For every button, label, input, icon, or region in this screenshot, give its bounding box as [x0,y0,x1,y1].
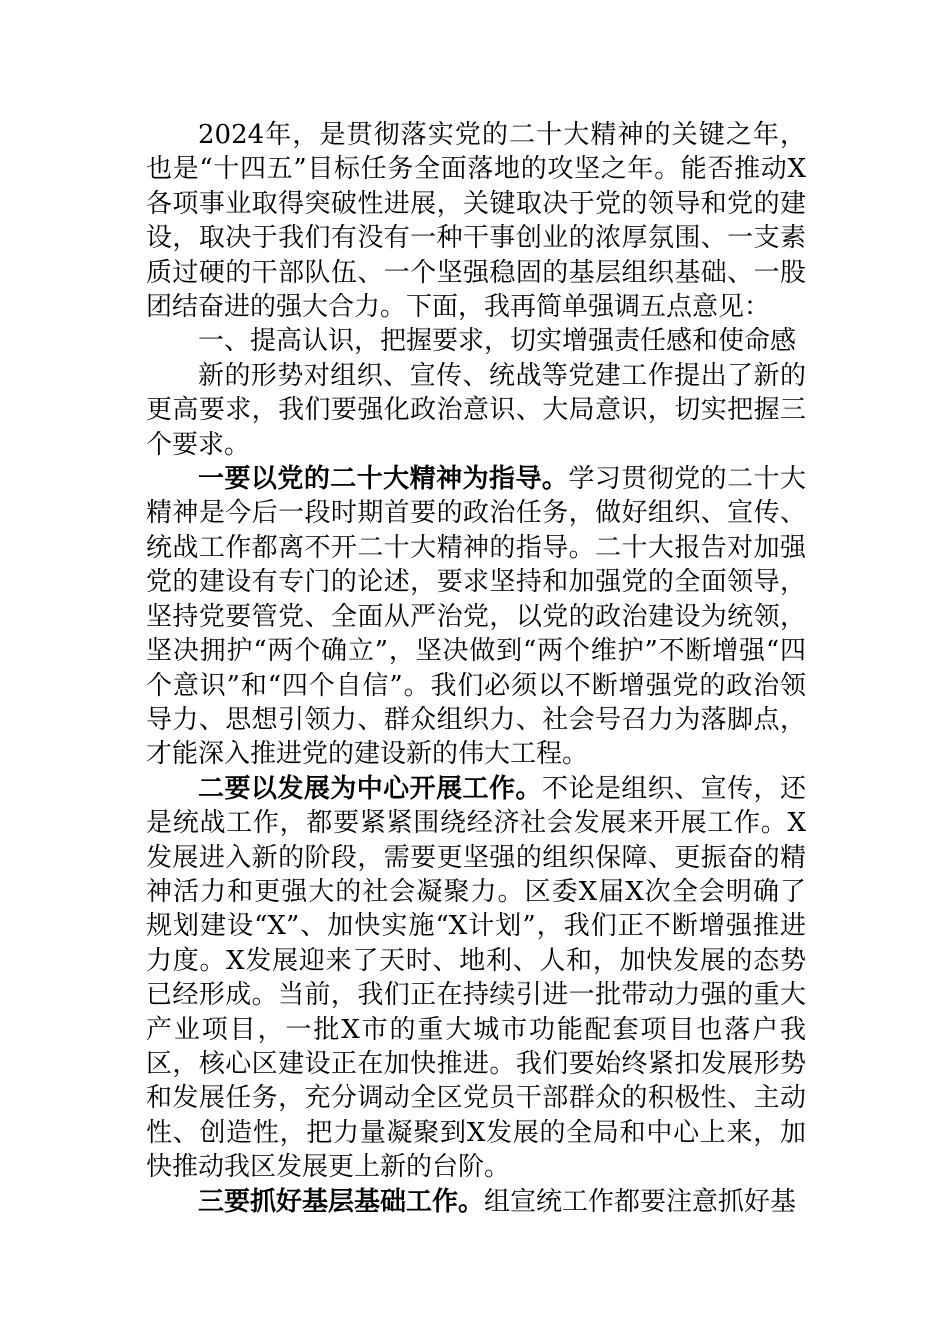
point-lead: 三要抓好基层基础工作。 [198,1186,485,1217]
paragraph-text: 学习贯彻党的二十大精神是今后一段时期首要的政治任务，做好组织、宣传、统战工作都离不开二十大精神的指导。二十大报告对加强党的建设有专门的论述，要求坚持和加强党的全面领导，坚持党要管党、全面从严治党，以党的政治建设为统领，坚决拥护“两个确立”，坚决做到“两个维护”不断增强“四个意识”和“四个自信”。我们必须以不断增强党的政治领导力、思想引领力、群众组织力、社会号召力为落脚点，才能深入推进党的建设新的伟大工程。 [146,464,806,770]
point-lead: 一要以党的二十大精神为指导。 [198,464,569,495]
point-paragraph-1 [146,462,806,772]
paragraph-text: 组宣统工作都要注意抓好基 [484,1186,797,1217]
intro-paragraph [146,118,806,324]
document-body [146,118,806,1219]
section-heading [146,324,806,358]
point-paragraph-3 [146,1185,806,1219]
paragraph-text: 新的形势对组织、宣传、统战等党建工作提出了新的更高要求，我们要强化政治意识、大局意识，切实把握三个要求。 [146,360,806,460]
paragraph-text: 2024年，是贯彻落实党的二十大精神的关键之年，也是“十四五”目标任务全面落地的攻坚之年。能否推动X各项事业取得突破性进展，关键取决于党的领导和党的建设，取决于我们有没有一种干事创业的浓厚氛围、一支素质过硬的干部队伍、一个坚强稳固的基层组织基础、一股团结奋进的强大合力。下面，我再简单强调五点意见： [146,120,806,323]
point-lead: 二要以发展为中心开展工作。 [198,773,542,804]
section-intro-paragraph [146,359,806,462]
paragraph-text: 不论是组织、宣传，还是统战工作，都要紧紧围绕经济社会发展来开展工作。X发展进入新的阶段，需要更坚强的组织保障、更振奋的精神活力和更强大的社会凝聚力。区委X届X次全会明确了规划建设“X”、加快实施“X计划”，我们正不断增强推进力度。X发展迎来了天时、地利、人和，加快发展的态势已经形成。当前，我们正在持续引进一批带动力强的重大产业项目，一批X市的重大城市功能配套项目也落户我区，核心区建设正在加快推进。我们要始终紧扣发展形势和发展任务，充分调动全区党员干部群众的积极性、主动性、创造性，把力量凝聚到X发展的全局和中心上来，加快推动我区发展更上新的台阶。 [146,773,806,1183]
heading-text: 一、提高认识，把握要求，切实增强责任感和使命感 [198,326,797,357]
point-paragraph-2 [146,772,806,1185]
